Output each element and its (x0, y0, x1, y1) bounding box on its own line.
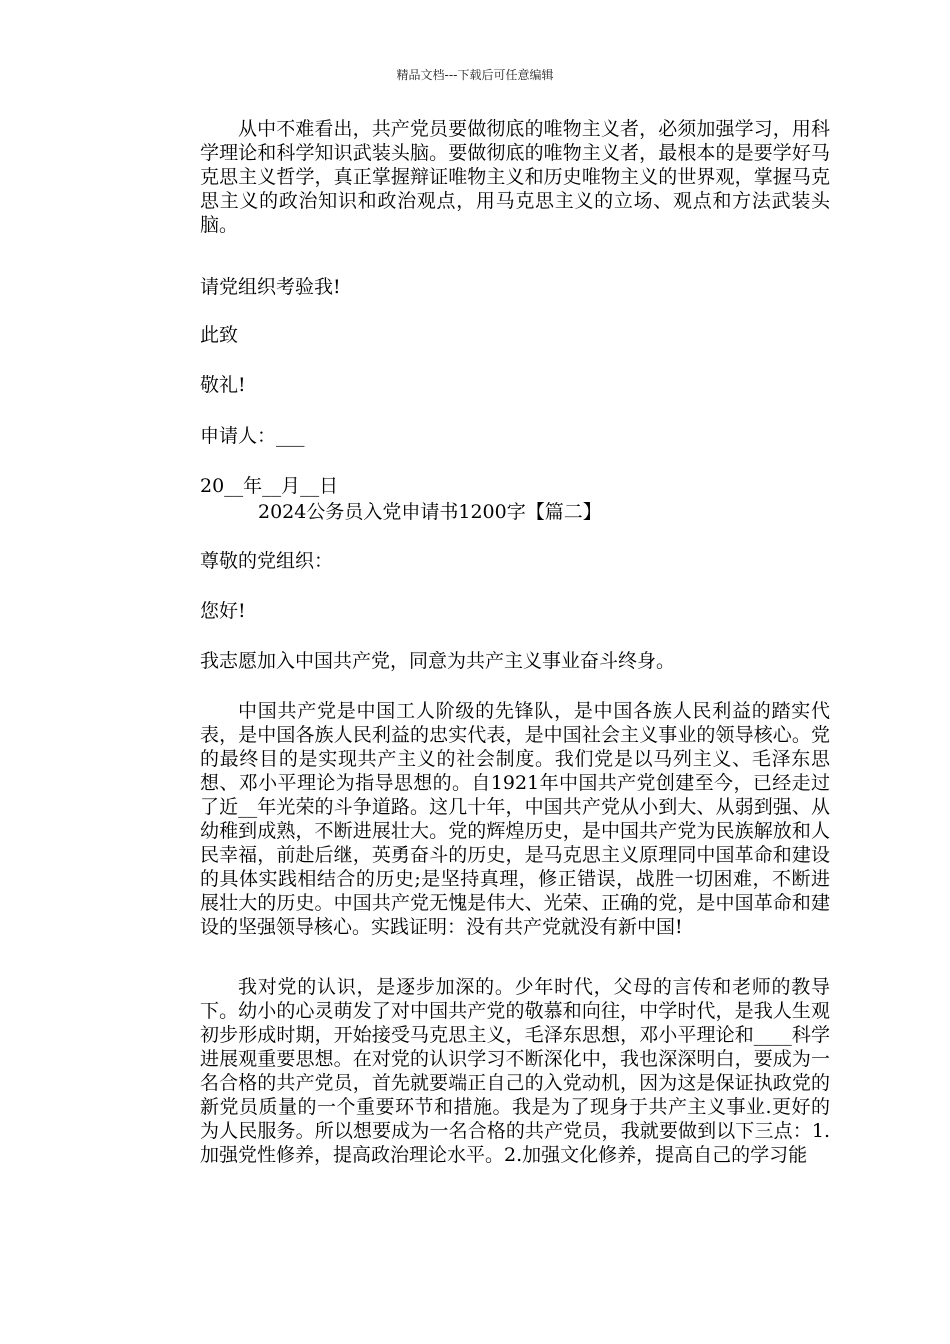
salutation: 尊敬的党组织： (200, 550, 334, 572)
closing-cizhi: 此致 (200, 324, 239, 346)
section-title: 2024公务员入党申请书1200字【篇二】 (258, 501, 602, 523)
paragraph-materialism: 从中不难看出，共产党员要做彻底的唯物主义者，必须加强学习，用科学理论和科学知识武装头脑。要做彻底的唯物主义者，最根本的是要学好马克思主义哲学，真正掌握辩证唯物主义和历史唯物主义的世界观，掌握马克思主义的政治知识和政治观点，用马克思主义的立场、观点和方法武装头脑。 (200, 118, 830, 236)
exam-request: 请党组织考验我! (200, 276, 341, 298)
applicant-line: 申请人：___ (200, 425, 305, 447)
greeting: 您好! (200, 600, 246, 622)
paragraph-understanding: 我对党的认识，是逐步加深的。少年时代，父母的言传和老师的教导下。幼小的心灵萌发了对中国共产党的敬慕和向往，中学时代，是我人生观初步形成时期，开始接受马克思主义，毛泽东思想，邓小平理论和____科学进展观重要思想。在对党的认识学习不断深化中，我也深深明白，要成为一名合格的共产党员，首先就要端正自己的入党动机，因为这是保证执政党的新党员质量的一个重要环节和措施。我是为了现身于共产主义事业.更好的为人民服务。所以想要成为一名合格的共产党员，我就要做到以下三点：1.加强党性修养，提高政治理论水平。2.加强文化修养，提高自己的学习能 (200, 976, 830, 1166)
paragraph-party-history: 中国共产党是中国工人阶级的先锋队，是中国各族人民利益的踏实代表，是中国各族人民利益的忠实代表，是中国社会主义事业的领导核心。党的最终目的是实现共产主义的社会制度。我们党是以马列主义、毛泽东思想、邓小平理论为指导思想的。自1921年中国共产党创建至今，已经走过了近__年光荣的斗争道路。这几十年，中国共产党从小到大、从弱到强、从幼稚到成熟，不断进展壮大。党的辉煌历史，是中国共产党为民族解放和人民幸福，前赴后继，英勇奋斗的历史，是马克思主义原理同中国革命和建设的具体实践相结合的历史;是坚持真理，修正错误，战胜一切困难，不断进展壮大的历史。中国共产党无愧是伟大、光荣、正确的党，是中国革命和建设的坚强领导核心。实践证明：没有共产党就没有新中国! (200, 700, 830, 938)
closing-jingli: 敬礼! (200, 374, 246, 396)
date-line: 20__年__月__日 (200, 475, 339, 497)
wish-statement: 我志愿加入中国共产党，同意为共产主义事业奋斗终身。 (200, 650, 676, 672)
page-header: 精品文档---下载后可任意编辑 (396, 68, 554, 82)
